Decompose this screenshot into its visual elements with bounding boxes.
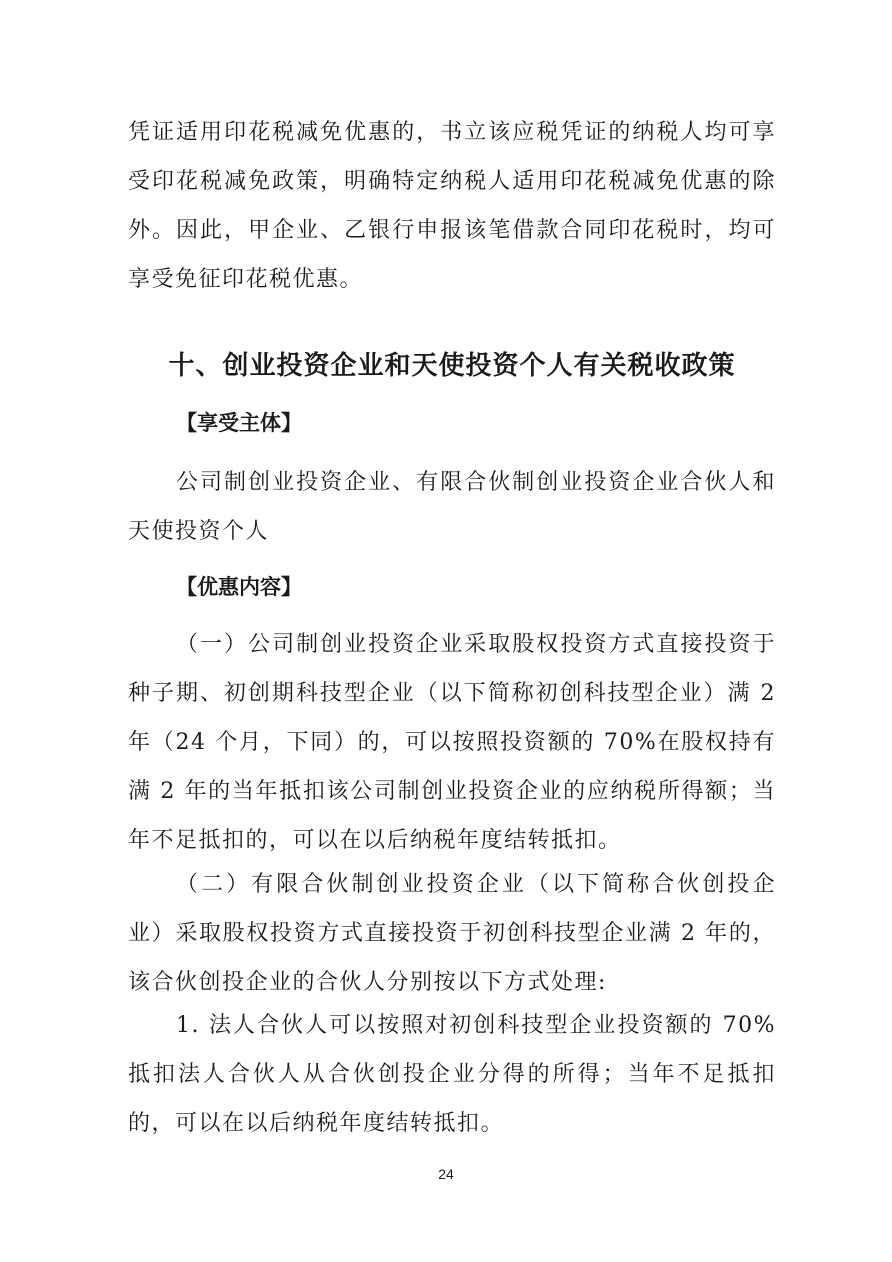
page-number: 24: [438, 1166, 454, 1182]
clause-2: （二）有限合伙制创业投资企业（以下简称合伙创投企业）采取股权投资方式直接投资于初创科技型企业满 2 年的，该合伙创投企业的合伙人分别按以下方式处理:: [128, 872, 776, 995]
intro-paragraph: 凭证适用印花税减免优惠的，书立该应税凭证的纳税人均可享受印花税减免政策，明确特定纳税人适用印花税减免优惠的除外。因此，甲企业、乙银行申报该笔借款合同印花税时，均可享受免征印花税优惠。: [128, 120, 776, 292]
section-heading: 十、创业投资企业和天使投资个人有关税收政策: [168, 351, 736, 381]
clause-2-item-1: 1. 法人合伙人可以按照对初创科技型企业投资额的 70%抵扣法人合伙人从合伙创投企业分得的所得；当年不足抵扣的，可以在以后纳税年度结转抵扣。: [128, 1013, 776, 1136]
beneficiary-text: 公司制创业投资企业、有限合伙制创业投资企业合伙人和天使投资个人: [128, 470, 776, 544]
beneficiary-label: 【享受主体】: [176, 411, 302, 435]
clause-1: （一）公司制创业投资企业采取股权投资方式直接投资于种子期、初创期科技型企业（以下简称初创科技型企业）满 2 年（24 个月，下同）的，可以按照投资额的 70%在股权持有满 2 年的当年抵扣该公司制创业投资企业的应纳税所得额；当年不足抵扣的，可以在以后纳税年度结转抵扣。: [128, 632, 776, 853]
content-label: 【优惠内容】: [176, 575, 302, 599]
